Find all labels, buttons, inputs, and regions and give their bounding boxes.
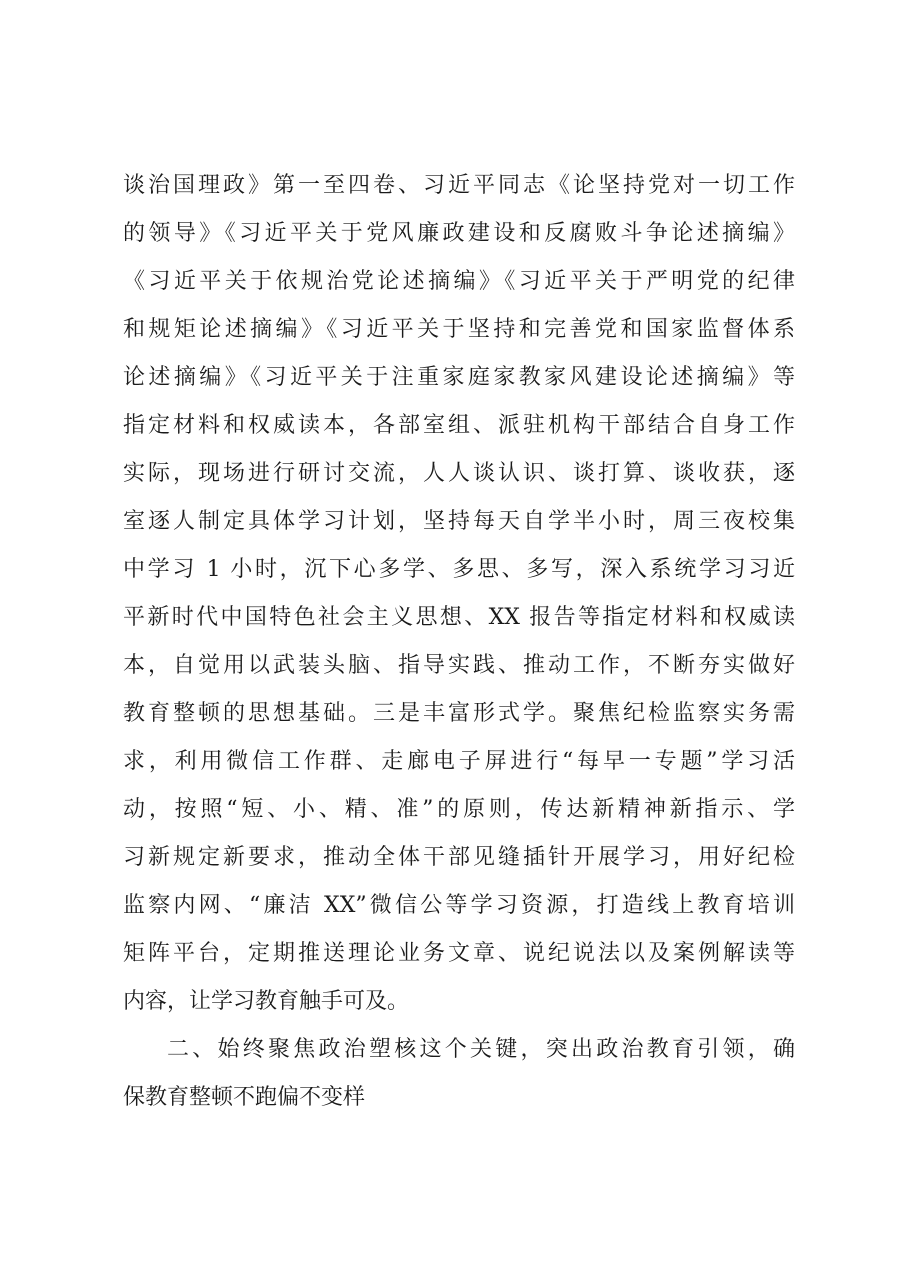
body-text-line: 本，自觉用以武装头脑、指导实践、推动工作，不断夯实做好 [123,653,795,678]
body-text-line: 动，按照“短、小、精、准”的原则，传达新精神新指示、学 [123,797,795,822]
body-text-line: 指定材料和权威读本，各部室组、派驻机构干部结合自身工作 [123,413,795,438]
section-heading-line: 二、始终聚焦政治塑核这个关键，突出政治教育引领，确 [167,1037,795,1062]
body-text-line: 实际，现场进行研讨交流，人人谈认识、谈打算、谈收获，逐 [123,461,795,486]
body-text-line: 求，利用微信工作群、走廊电子屏进行“每早一专题”学习活 [123,749,795,774]
body-text-line: 和规矩论述摘编》《习近平关于坚持和完善党和国家监督体系 [123,317,795,342]
body-text-line: 谈治国理政》第一至四卷、习近平同志《论坚持党对一切工作 [123,173,795,198]
body-text-line: 矩阵平台，定期推送理论业务文章、说纪说法以及案例解读等 [123,941,795,966]
body-text-line: 《习近平关于依规治党论述摘编》《习近平关于严明党的纪律 [123,269,795,294]
body-text-line: 中学习 1 小时，沉下心多学、多思、多写，深入系统学习习近 [123,557,795,582]
body-text-line: 习新规定新要求，推动全体干部见缝插针开展学习，用好纪检 [123,845,795,870]
body-text-line: 室逐人制定具体学习计划，坚持每天自学半小时，周三夜校集 [123,509,795,534]
body-text-line: 论述摘编》《习近平关于注重家庭家教家风建设论述摘编》等 [123,365,795,390]
section-heading-line: 保教育整顿不跑偏不变样 [123,1085,366,1110]
body-text-line: 教育整顿的思想基础。三是丰富形式学。聚焦纪检监察实务需 [123,701,795,726]
body-text-line: 监察内网、“廉洁 XX”微信公等学习资源，打造线上教育培训 [123,893,795,918]
body-text-line: 的领导》《习近平关于党风廉政建设和反腐败斗争论述摘编》 [123,221,795,246]
body-text-line: 平新时代中国特色社会主义思想、XX 报告等指定材料和权威读 [123,605,795,630]
body-text-line: 内容，让学习教育触手可及。 [123,989,410,1014]
